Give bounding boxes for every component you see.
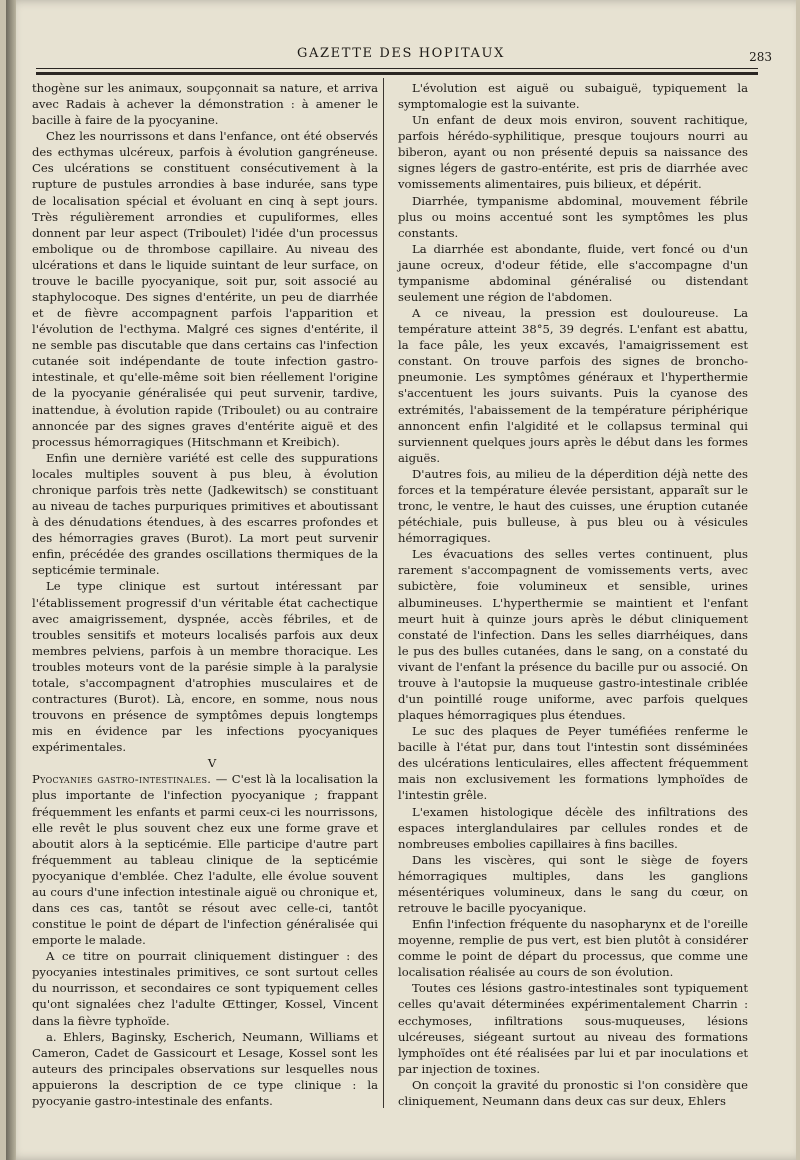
paragraph: thogène sur les animaux, soupçonnait sa nature, et arriva avec Radais à achever la démonstration : à amener le bacille à faire de la pyocyanine.	[32, 81, 378, 128]
newspaper-page	[6, 0, 796, 1160]
paragraph: La diarrhée est abondante, fluide, vert foncé ou d'un jaune ocreux, d'odeur fétide, elle s'accompagne d'un tympanisme abdominal généralisé ou distendant seulement une région de l'abdomen.	[398, 241, 748, 305]
running-head: GAZETTE DES HOPITAUX	[297, 46, 505, 61]
paragraph: Enfin l'infection fréquente du nasopharynx et de l'oreille moyenne, remplie de pus vert, est bien plutôt à considérer comme le point de départ du processus, que comme une localisation réalisée au cours de son évolution.	[398, 917, 748, 980]
paragraph: Le type clinique est surtout intéressant par l'établissement progressif d'un véritable état cachectique avec amaigrissement, dyspnée, accès fébriles, et de troubles sensitifs et moteurs localisés parfois aux deux membres pelviens, parfois à un membre thoracique. Les troubles moteurs vont de la parésie simple à la paralysie totale, s'accompagnent d'atrophies musculaires et de contractures (Burot). Là, encore, en somme, nous nous trouvons en présence de symptômes depuis longtemps mis en évidence par les infections pyocyaniques expérimentales.	[32, 579, 378, 755]
paragraph: Toutes ces lésions gastro-intestinales sont typiquement celles qu'avait déterminées expérimentalement Charrin : ecchymoses, infiltrations sous-muqueuses, lésions ulcéreuses, siégeant surtout au niveau des formations lymphoïdes ont été réalisées par lui et par inoculations et par injection de toxines.	[398, 981, 748, 1076]
paragraph: Un enfant de deux mois environ, souvent rachitique, parfois hérédo-syphilitique, presque toujours nourri au biberon, ayant ou non présenté depuis sa naissance des signes légers de gastro-entérite, est pris de diarrhée avec vomissements alimentaires, puis bilieux, et dépérit.	[398, 113, 748, 192]
paragraph: On conçoit la gravité du pronostic si l'on considère que cliniquement, Neumann dans deux cas sur deux, Ehlers	[398, 1077, 748, 1108]
paragraph: D'autres fois, au milieu de la déperdition déjà nette des forces et la température élevée persistant, apparaît sur le tronc, le ventre, le haut des cuisses, une éruption cutanée pétéchiale, puis bulleuse, à pus bleu ou à vésicules hémorragiques.	[398, 466, 748, 546]
paragraph: Enfin une dernière variété est celle des suppurations locales multiples souvent à pus bleu, à évolution chronique parfois très nette (Jadkewitsch) se constituant au niveau de taches purpuriques primitives et aboutissant à des dénudations étendues, à des escarres profondes et des hémorragies graves (Burot). La mort peut survenir enfin, précédée des grandes oscillations thermiques de la septicémie terminale.	[32, 450, 378, 578]
page-header	[36, 44, 772, 68]
paragraph: Le suc des plaques de Peyer tuméfiées renferme le bacille à l'état pur, dans tout l'intestin sont disséminées des ulcérations lenticulaires, elles affectent fréquemment mais non exclusivement les formations lymphoïdes de l'intestin grêle.	[398, 724, 748, 803]
right-column	[398, 80, 748, 1109]
paragraph: Dans les viscères, qui sont le siège de foyers hémorragiques multiples, dans les ganglions mésentériques volumineux, dans le sang du cœur, on retrouve le bacille pyocyanique.	[398, 852, 748, 915]
paragraph: Diarrhée, tympanisme abdominal, mouvement fébrile plus ou moins accentué sont les symptômes les plus constants.	[398, 193, 748, 240]
paragraph: Chez les nourrissons et dans l'enfance, ont été observés des ecthymas ulcéreux, parfois à évolution gangréneuse. Ces ulcérations se constituent consécutivement à la rupture de pustules arrondies à base indurée, sans type de localisation spécial et évoluant en cinq à sept jours. Très régulièrement arrondies et cupuliformes, elles donnent par leur aspect (Triboulet) l'idée d'un processus embolique ou de thrombose capillaire. Au niveau des ulcérations et dans le liquide suintant de leur surface, on trouve le bacille pyocyanique, soit pur, soit associé au staphylocoque. Des signes d'entérite, un peu de diarrhée et de fièvre accompagnent parfois l'apparition et l'évolution de l'ecthyma. Malgré ces signes d'entérite, il ne semble pas discutable que dans certains cas l'infection cutanée soit indépendante de toute infection gastro-intestinale, et qu'elle-même soit bien réellement l'origine de la pyocyanie généralisée qui peut survenir, tardive, inattendue, à évolution rapide (Triboulet) ou au contraire annoncée par des signes graves d'entérite aiguë et des processus hémorragiques (Hitschmann et Kreibich).	[32, 129, 378, 449]
header-rule	[36, 68, 758, 75]
section-number: V	[207, 756, 217, 771]
section-title: Pyocyanies gastro-intestinales.	[32, 772, 212, 787]
page-number: 283	[749, 50, 772, 64]
paragraph: L'examen histologique décèle des infiltrations des espaces interglandulaires par cellules rondes et de nombreuses embolies capillaires à fins bacilles.	[398, 804, 748, 851]
paragraph: Les évacuations des selles vertes continuent, plus rarement s'accompagnent de vomissements verts, avec subictère, foie volumineux et sensible, urines albumineuses. L'hyperthermie se maintient et l'enfant meurt huit à quinze jours après le début cliniquement constaté de l'infection. Dans les selles diarrhéiques, dans le pus des bulles cutanées, dans le sang, on a constaté du vivant de l'enfant la présence du bacille pur ou associé. On trouve à l'autopsie la muqueuse gastro-intestinale criblée d'un pointillé rouge uniforme, avec parfois quelques plaques hémorragiques plus étendues.	[398, 547, 748, 723]
paragraph: a. Ehlers, Baginsky, Escherich, Neumann, Williams et Cameron, Cadet de Gassicourt et Lesage, Kossel sont les auteurs des principales observations sur lesquelles nous appuierons la description de ce type clinique : la pyocyanie gastro-intestinale des enfants.	[32, 1029, 378, 1108]
column-divider	[383, 78, 384, 1108]
section-lead: — C'est là la localisation la plus importante de l'infection pyocyanique ; frappant fréquemment les enfants et parmi ceux-ci les nourrissons, elle revêt le plus souvent chez eux une forme grave et aboutit alors à la septicémie. Elle participe d'autre part fréquemment au tableau clinique de la septicémie pyocyanique d'emblée. Chez l'adulte, elle évolue souvent au cours d'une infection intestinale aiguë ou chronique et, dans ces cas, tantôt se résout avec celle-ci, tantôt constitue le point de départ de l'infection généralisée qui emporte le malade.	[32, 772, 378, 948]
left-column	[32, 80, 378, 1109]
paragraph: A ce niveau, la pression est douloureuse. La température atteint 38°5, 39 degrés. L'enfant est abattu, la face pâle, les yeux excavés, l'amaigrissement est constant. On trouve parfois des signes de broncho-pneumonie. Les symptômes généraux et l'hyperthermie s'accentuent les jours suivants. Puis la cyanose des extrémités, l'abaissement de la température périphérique annoncent enfin l'algidité et le collapsus terminal qui surviennent quelques jours après le début dans les formes aiguës.	[398, 306, 748, 465]
page-binding-shadow	[6, 0, 16, 1160]
section-paragraph	[32, 771, 378, 948]
paragraph: A ce titre on pourrait cliniquement distinguer : des pyocyanies intestinales primitives, ce sont surtout celles du nourrisson, et secondaires ce sont typiquement celles qu'ont signalées chez l'adulte Œttinger, Kossel, Vincent dans la fièvre typhoïde.	[32, 949, 378, 1028]
paragraph: L'évolution est aiguë ou subaiguë, typiquement la symptomalogie est la suivante.	[398, 81, 748, 112]
